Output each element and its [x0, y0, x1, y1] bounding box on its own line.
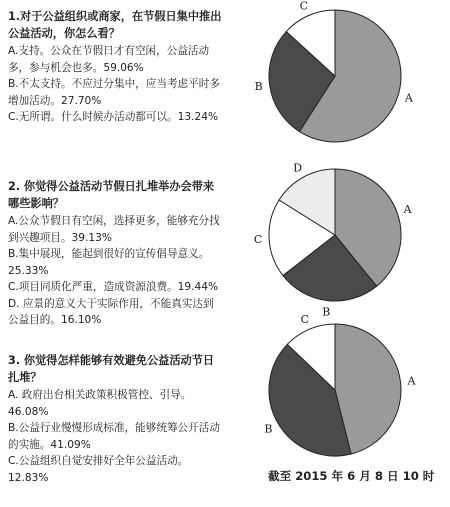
question-3: [8, 352, 223, 486]
pie-3-label-c: C: [300, 313, 310, 327]
pie-chart-1: [232, 0, 450, 154]
pie-3-label-a: A: [407, 374, 416, 388]
pie-2-label-c: C: [253, 232, 263, 246]
pie-2-label-d: D: [293, 161, 303, 175]
question-3-option-a: A. 政府出台相关政策积极管控、引导。46.08%: [8, 389, 192, 418]
question-2-option-d: D. 应景的意义大于实际作用，不能真实达到公益目的。16.10%: [8, 297, 214, 326]
pie-1-label-b: B: [254, 80, 263, 94]
question-3-title: 3. 你觉得怎样能够有效避免公益活动节日扎堆？: [8, 354, 215, 384]
pie-1-label-c: C: [299, 0, 309, 13]
question-1-option-a: A.支持。公众在节假日才有空闲，公益活动多，参与机会也多。59.06%: [8, 45, 210, 74]
pie-chart-2: [232, 161, 450, 319]
question-1-title: 1.对于公益组织或商家，在节假日集中推出公益活动，你怎么看？: [8, 10, 222, 40]
footnote: 截至 2015 年 6 月 8 日 10 时: [268, 469, 435, 483]
pie-chart-3: [232, 313, 450, 468]
question-2-title: 2. 你觉得公益活动节假日扎堆举办会带来哪些影响？: [8, 180, 215, 210]
pie-1-label-a: A: [404, 91, 413, 105]
question-3-option-b: B.公益行业慢慢形成标准，能够统筹公开活动的实施。41.09%: [8, 422, 220, 451]
question-2-option-b: B.集中展现，能起到很好的宣传倡导意义。25.33%: [8, 248, 210, 277]
question-1-option-c: C.无所谓。什么时候办活动都可以。13.24%: [8, 111, 219, 123]
question-2-option-a: A.公众节假日有空闲，选择更多，能够充分找到兴趣项目。39.13%: [8, 215, 220, 244]
pie-3-label-b: B: [264, 422, 273, 436]
question-2-option-c: C.项目同质化严重，造成资源浪费。19.44%: [8, 281, 219, 293]
pie-2-label-a: A: [403, 203, 412, 217]
question-1-option-b: B.不太支持。不应过分集中，应当考虑平时多增加活动。27.70%: [8, 78, 220, 107]
question-3-option-c: C.公益组织自觉安排好全年公益活动。12.83%: [8, 455, 189, 484]
question-2: [8, 178, 223, 329]
pie-2-label-b: B: [322, 305, 331, 319]
pie-charts: [232, 0, 450, 470]
question-1: [8, 8, 223, 126]
